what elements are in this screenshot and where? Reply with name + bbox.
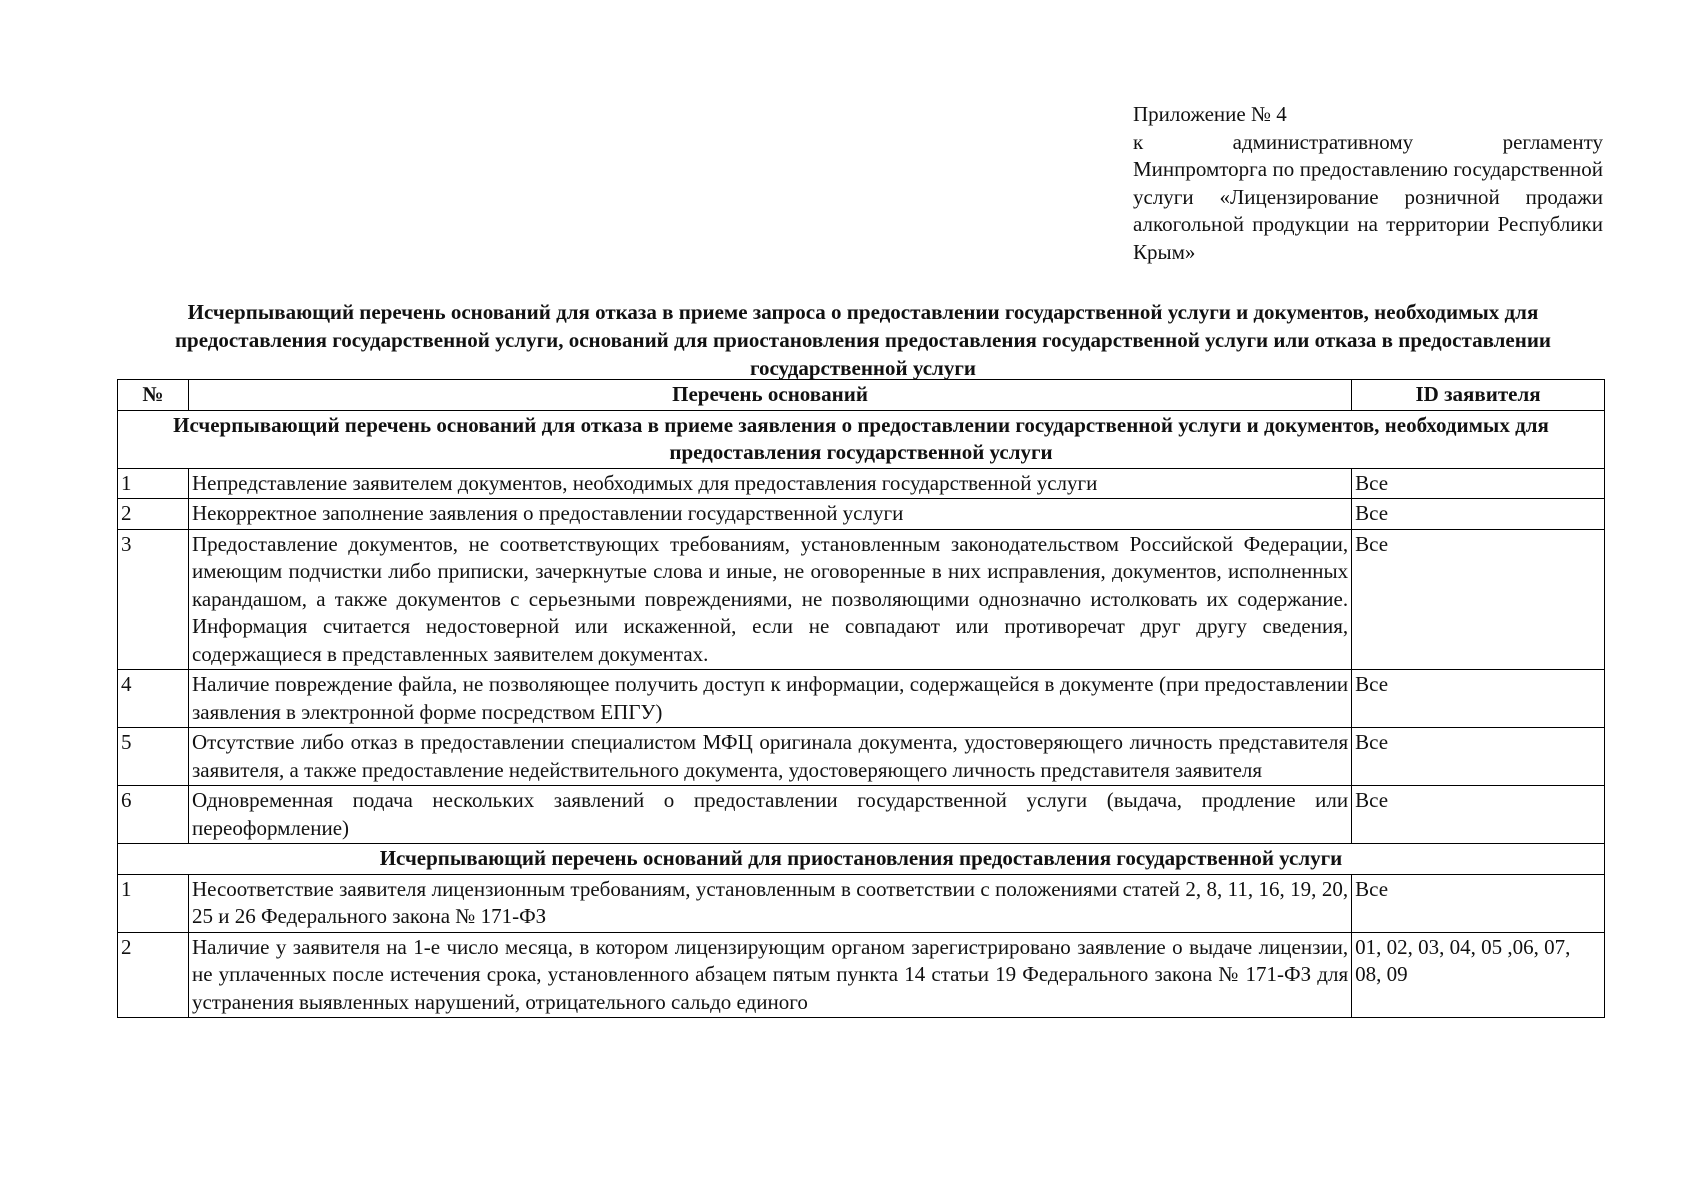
grounds-table [117,379,1605,1018]
row-number: 6 [118,786,189,844]
appendix-line-to: к административному регламенту [1133,129,1603,154]
row-applicant-id: 01, 02, 03, 04, 05 ,06, 07, 08, 09 [1352,932,1605,1018]
refusal-rows [118,468,1605,844]
table-row [118,529,1605,670]
table-header-row [118,380,1605,411]
section-row-suspension [118,844,1605,875]
suspension-rows [118,874,1605,1018]
row-applicant-id: Все [1352,670,1605,728]
row-grounds-text: Непредставление заявителем документов, необходимых для предоставления государственной услуги [188,468,1351,499]
row-number: 4 [118,670,189,728]
row-grounds-text: Отсутствие либо отказ в предоставлении специалистом МФЦ оригинала документа, удостоверяющего личность представителя заявителя, а также предоставление недействительного документа, удостоверяющего личность представителя заявителя [188,728,1351,786]
appendix-block [1133,101,1603,266]
row-applicant-id: Все [1352,728,1605,786]
row-applicant-id: Все [1352,468,1605,499]
table-row [118,786,1605,844]
row-applicant-id: Все [1352,529,1605,670]
row-applicant-id: Все [1352,499,1605,530]
table-row [118,932,1605,1018]
row-number: 1 [118,874,189,932]
row-number: 5 [118,728,189,786]
row-grounds-text: Наличие повреждение файла, не позволяющее получить доступ к информации, содержащейся в документе (при предоставлении заявления в электронной форме посредством ЕПГУ) [188,670,1351,728]
appendix-number: Приложение № 4 [1133,102,1287,126]
header-applicant-id: ID заявителя [1352,380,1605,411]
row-grounds-text: Наличие у заявителя на 1-е число месяца, в котором лицензирующим органом зарегистрировано заявление о выдаче лицензии, не уплаченных после истечения срока, установленного абзацем пятым пункта 14 статьи 19 Федерального закона № 171-ФЗ для устранения выявленных нарушений, отрицательного сальдо единого [188,932,1351,1018]
header-grounds: Перечень оснований [188,380,1351,411]
row-applicant-id: Все [1352,786,1605,844]
table-row [118,468,1605,499]
section-row-refusal [118,410,1605,468]
section-title-refusal: Исчерпывающий перечень оснований для отказа в приеме заявления о предоставлении государственной услуги и документов, необходимых для предоставления государственной услуги [118,410,1605,468]
row-number: 3 [118,529,189,670]
row-number: 1 [118,468,189,499]
row-applicant-id: Все [1352,874,1605,932]
row-number: 2 [118,932,189,1018]
document-title: Исчерпывающий перечень оснований для отказа в приеме запроса о предоставлении государственной услуги и документов, необходимых для предоставления государственной услуги, оснований для приостановления предоставления государственной услуги или отказа в предоставлении государственной услуги [174,300,1552,380]
section-title-suspension: Исчерпывающий перечень оснований для приостановления предоставления государственной услуги [118,844,1605,875]
appendix-regulation-name: Минпромторга по предоставлению государственной услуги «Лицензирование розничной продажи алкогольной продукции на территории Республики Крым» [1133,157,1603,264]
row-grounds-text: Одновременная подача нескольких заявлений о предоставлении государственной услуги (выдача, продление или переоформление) [188,786,1351,844]
table-row [118,728,1605,786]
table-row [118,499,1605,530]
header-number: № [118,380,189,411]
table-row [118,670,1605,728]
table-row [118,874,1605,932]
row-grounds-text: Предоставление документов, не соответствующих требованиям, установленным законодательством Российской Федерации, имеющим подчистки либо приписки, зачеркнутые слова и иные, не оговоренные в них исправления, документов, исполненных карандашом, а также документов с серьезными повреждениями, не позволяющими однозначно истолковать их содержание. Информация считается недостоверной или искаженной, если не совпадают или противоречат друг другу сведения, содержащиеся в представленных заявителем документах. [188,529,1351,670]
row-grounds-text: Несоответствие заявителя лицензионным требованиям, установленным в соответствии с положениями статей 2, 8, 11, 16, 19, 20, 25 и 26 Федерального закона № 171-ФЗ [188,874,1351,932]
row-grounds-text: Некорректное заполнение заявления о предоставлении государственной услуги [188,499,1351,530]
row-number: 2 [118,499,189,530]
